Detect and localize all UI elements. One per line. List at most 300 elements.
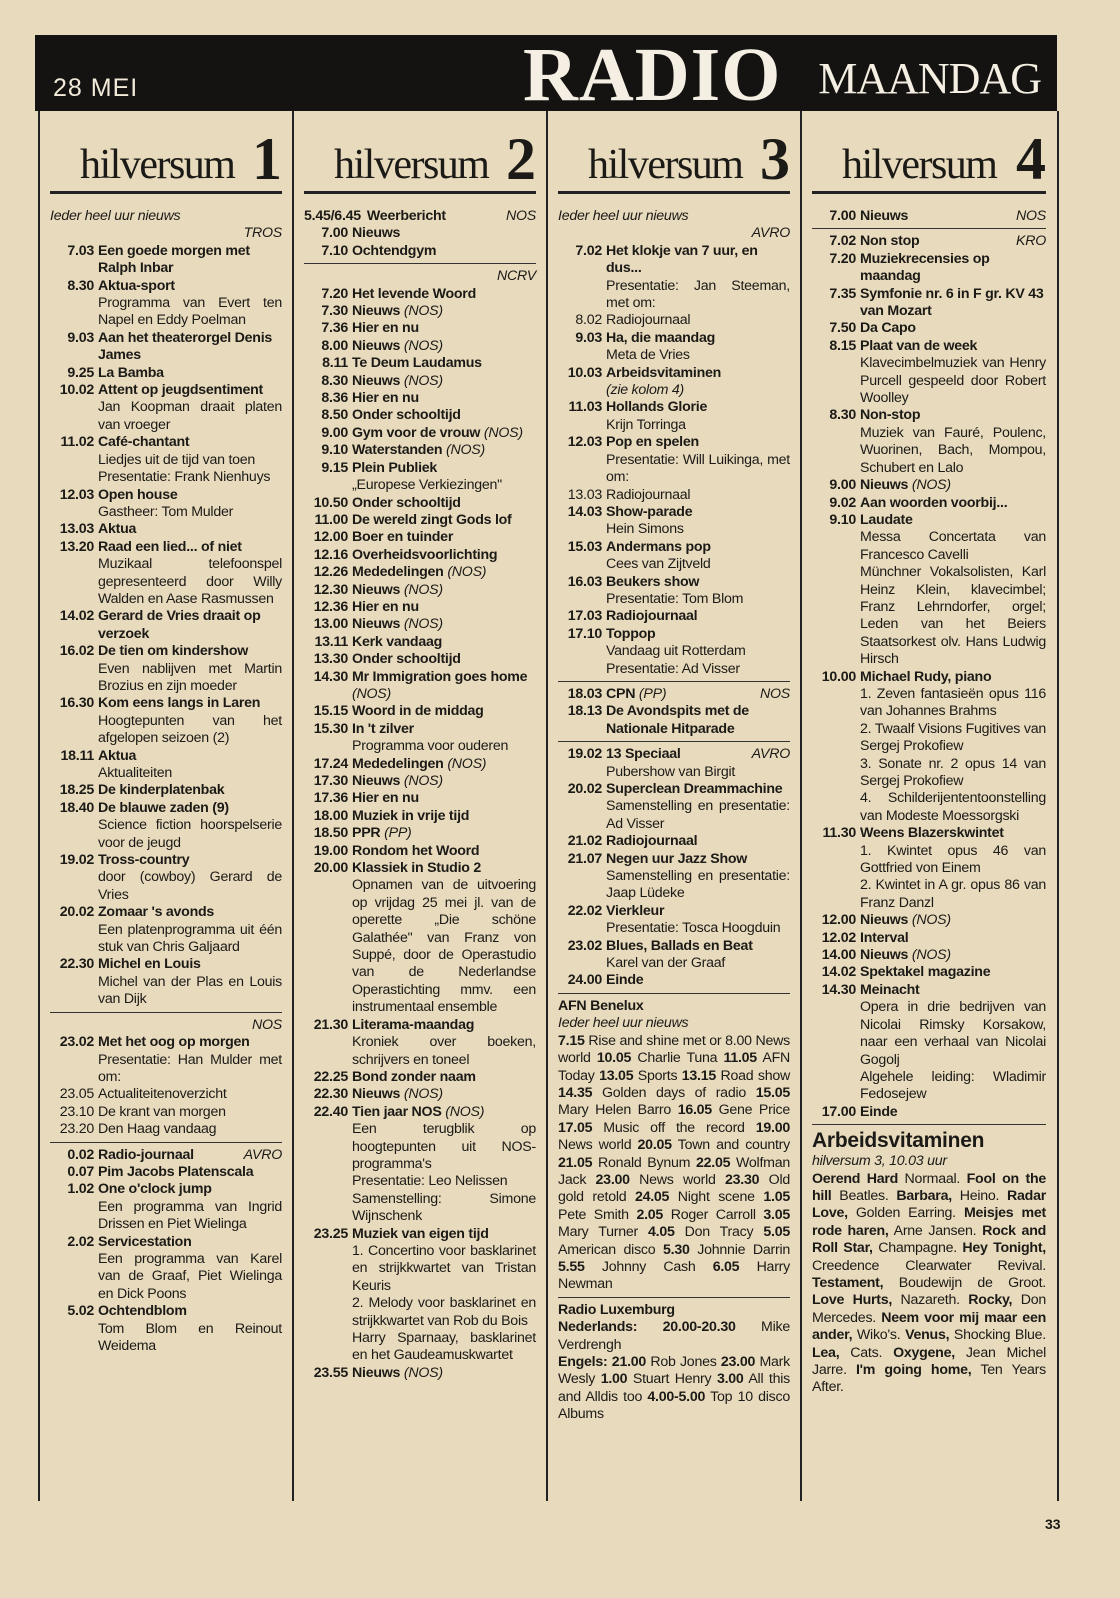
program-time: 5.45/6.45 xyxy=(304,208,361,224)
program-entry xyxy=(812,930,1046,947)
program-time: 12.16 xyxy=(313,546,348,563)
program-time: 9.10 xyxy=(829,511,856,528)
program-entry xyxy=(304,225,536,242)
program-description: 2. Melody voor basklarinet en strijkkwartet van Rob du Bois xyxy=(352,1295,536,1329)
program-entry xyxy=(50,1086,282,1103)
program-entry xyxy=(558,608,790,625)
program-entry xyxy=(304,825,536,842)
program-time: 19.00 xyxy=(313,842,348,859)
divider xyxy=(812,1124,1046,1125)
program-time: 22.30 xyxy=(59,956,94,973)
broadcaster-tag: AVRO xyxy=(751,225,790,242)
segment-bold: 19.00 xyxy=(755,1119,790,1136)
station-number: 2 xyxy=(506,126,536,192)
program-title: Open house xyxy=(98,486,178,503)
program-time: 8.02 xyxy=(575,312,602,329)
program-title: Gerard de Vries draait op verzoek xyxy=(98,608,261,642)
segment: Ronald Bynum xyxy=(592,1154,696,1171)
program-entry xyxy=(304,303,536,320)
program-title: Tross-country xyxy=(98,852,190,869)
program-title: Blues, Ballads en Beat xyxy=(606,937,753,954)
program-broadcaster: (NOS) xyxy=(447,755,487,772)
program-time: 23.05 xyxy=(59,1086,94,1103)
segment-bold: Barbara, xyxy=(896,1187,952,1204)
program-time: 2.02 xyxy=(67,1233,94,1250)
segment-bold: 3.00 xyxy=(716,1371,744,1388)
program-entry xyxy=(812,208,1046,225)
program-entry xyxy=(304,355,536,372)
segment-bold: 15.05 xyxy=(755,1084,790,1101)
program-time: 7.20 xyxy=(829,250,856,267)
program-description: 1. Concertino voor basklarinet en strijkkwartet van Tristan Keuris xyxy=(352,1242,536,1294)
program-entry xyxy=(304,599,536,616)
program-time: 21.07 xyxy=(567,850,602,867)
program-entry xyxy=(558,312,790,329)
segment: Charlie Tuna xyxy=(631,1050,724,1067)
other-station-section xyxy=(558,998,790,1294)
segment: Golden Earring. xyxy=(847,1205,964,1222)
program-broadcaster: (NOS) xyxy=(403,372,443,389)
segment: Wiko's. xyxy=(852,1327,906,1344)
program-entry xyxy=(50,695,282,747)
program-entry xyxy=(304,547,536,564)
segment: Top 10 disco Albums xyxy=(558,1388,791,1423)
program-description: Een platenprogramma uit één stuk van Chris Galjaard xyxy=(98,921,282,956)
program-time: 9.25 xyxy=(67,364,94,381)
section-heading: AFN Benelux xyxy=(558,997,644,1014)
segment: AFN Today xyxy=(558,1050,790,1084)
program-entry xyxy=(50,1303,282,1355)
segment: Mark Wesly xyxy=(558,1354,790,1388)
program-time: 13.00 xyxy=(313,616,348,633)
segment-bold: 16.05 xyxy=(677,1102,712,1119)
program-description: door (cowboy) Gerard de Vries xyxy=(98,869,282,903)
program-title: Pim Jacobs Platenscala xyxy=(98,1163,254,1180)
program-title: Pop en spelen xyxy=(606,434,699,451)
program-title: Hollands Glorie xyxy=(606,399,708,416)
segment-bold: 3.05 xyxy=(763,1206,790,1223)
program-entry xyxy=(812,495,1046,512)
program-broadcaster: (NOS) xyxy=(403,1364,443,1381)
program-entry xyxy=(50,243,282,278)
station-columns xyxy=(38,111,1059,1501)
program-entry xyxy=(812,512,1046,669)
program-description: Presentatie: Ad Visser xyxy=(606,660,740,677)
program-description: 2. Kwintet in A gr. opus 86 van Franz Danzl xyxy=(860,877,1046,911)
segment-bold: Oxygene, xyxy=(893,1344,955,1361)
program-time: 8.00 xyxy=(321,337,348,354)
program-list xyxy=(304,208,536,1382)
program-time: 7.02 xyxy=(575,242,602,259)
program-entry xyxy=(812,286,1046,321)
segment-bold: Meisjes met rode haren, xyxy=(812,1205,1046,1239)
segment-bold: Rocky, xyxy=(968,1292,1013,1309)
day-label: MAANDAG xyxy=(818,54,1041,103)
program-time: 14.02 xyxy=(821,964,856,981)
program-title: Mededelingen xyxy=(352,755,444,772)
divider xyxy=(558,741,790,742)
program-time: 9.00 xyxy=(829,477,856,494)
program-entry xyxy=(812,947,1046,964)
program-entry xyxy=(558,434,790,486)
broadcaster-tag: NOS xyxy=(760,685,790,702)
program-time: 13.03 xyxy=(567,486,602,503)
segment: Night scene xyxy=(669,1189,764,1206)
program-title: De krant van morgen xyxy=(98,1103,226,1120)
segment: Rise and shine met or xyxy=(584,1032,726,1049)
program-title: Café-chantant xyxy=(98,434,190,451)
program-entry xyxy=(50,1034,282,1086)
program-title: Michel en Louis xyxy=(98,956,201,973)
program-entry xyxy=(304,243,536,260)
program-description: Tom Blom en Reinout Weidema xyxy=(98,1320,282,1354)
program-time: 16.03 xyxy=(567,573,602,590)
program-time: 0.07 xyxy=(67,1163,94,1180)
program-entry xyxy=(304,843,536,860)
program-description: Opnamen van de uitvoering op vrijdag 25 mei jl. van de operette „Die schöne Galathée" van Franz von Suppé, door de Operastudio van de Nederlandse Operastichting mmv. een instrumentaal ensemble xyxy=(352,877,536,1016)
program-time: 9.03 xyxy=(67,329,94,346)
segment: Gene Price xyxy=(711,1102,790,1119)
program-title: Nieuws xyxy=(352,372,401,389)
program-entry xyxy=(304,1017,536,1069)
program-title: One o'clock jump xyxy=(98,1181,212,1198)
program-title: Kom eens langs in Laren xyxy=(98,695,261,712)
program-time: 12.36 xyxy=(313,598,348,615)
segment: Arne Jansen. xyxy=(888,1222,983,1239)
program-entry xyxy=(50,1164,282,1181)
segment-bold: 14.35 xyxy=(558,1084,593,1101)
program-title: Woord in de middag xyxy=(352,703,484,720)
segment: All this and Alldis too xyxy=(558,1371,790,1405)
program-time: 9.15 xyxy=(321,459,348,476)
segment-bold: Engels: 21.00 xyxy=(558,1354,647,1370)
program-title: CPN xyxy=(606,685,636,702)
program-time: 12.02 xyxy=(821,929,856,946)
program-title: Aktua-sport xyxy=(98,277,175,294)
program-title: Mededelingen xyxy=(352,564,444,581)
program-entry xyxy=(50,278,282,330)
program-title: De tien om kindershow xyxy=(98,643,249,660)
program-title: Radio-journaal xyxy=(98,1146,194,1163)
program-title: Nieuws xyxy=(352,581,401,598)
program-title: Symfonie nr. 6 in F gr. KV 43 van Mozart xyxy=(860,285,1044,320)
section-text xyxy=(812,1171,1046,1397)
program-title: Raad een lied... of niet xyxy=(98,538,242,555)
program-entry xyxy=(558,703,790,738)
program-broadcaster: (NOS) xyxy=(403,337,443,354)
program-title: Meinacht xyxy=(860,981,920,998)
program-entry xyxy=(304,320,536,337)
program-time: 13.20 xyxy=(59,538,94,555)
program-title: Arbeidsvitaminen xyxy=(606,364,722,381)
segment: 8.00 xyxy=(725,1032,752,1049)
program-title: Gym voor de vrouw xyxy=(352,424,481,441)
program-description: Even nablijven met Martin Brozius en zijn moeder xyxy=(98,660,282,694)
station-column-4 xyxy=(802,111,1056,1501)
station-column-2 xyxy=(294,111,548,1501)
segment: Shocking Blue. xyxy=(949,1327,1046,1344)
program-time: 8.30 xyxy=(321,372,348,389)
program-title: Nieuws xyxy=(860,477,909,494)
program-broadcaster: (NOS) xyxy=(403,303,443,320)
program-time: 15.03 xyxy=(567,538,602,555)
segment-bold: 5.55 xyxy=(558,1258,585,1275)
divider xyxy=(558,993,790,994)
program-description: Samenstelling: Simone Wijnschenk xyxy=(352,1190,536,1225)
program-time: 8.11 xyxy=(322,355,348,372)
program-time: 9.03 xyxy=(575,329,602,346)
program-description: Samenstelling en presentatie: Jaap Lüdeke xyxy=(606,868,790,902)
program-time: 8.50 xyxy=(321,407,348,424)
program-title: Da Capo xyxy=(860,320,916,337)
segment: Champagne. xyxy=(872,1240,963,1257)
page-number: 33 xyxy=(1045,1516,1061,1532)
program-list xyxy=(50,208,282,1355)
segment-bold: Rock and Roll Star, xyxy=(812,1222,1047,1257)
program-time: 17.00 xyxy=(821,1103,856,1120)
segment-bold: 13.05 xyxy=(599,1067,634,1084)
program-entry xyxy=(304,390,536,407)
segment-bold: 5.05 xyxy=(763,1224,790,1241)
segment-bold: Neem voor mij maar een ander, xyxy=(812,1309,1047,1344)
program-time: 22.02 xyxy=(567,902,602,919)
program-entry xyxy=(812,1104,1046,1121)
program-entry xyxy=(304,616,536,633)
program-title: De wereld zingt Gods lof xyxy=(352,511,512,528)
program-title: Boer en tuinder xyxy=(352,529,454,546)
program-entry xyxy=(558,330,790,365)
program-time: 19.02 xyxy=(567,746,602,763)
program-entry xyxy=(812,320,1046,337)
program-time: 16.02 xyxy=(59,643,94,660)
program-time: 7.00 xyxy=(321,225,348,242)
program-entry xyxy=(304,790,536,807)
program-title: Toppop xyxy=(606,625,656,642)
program-description: Een programma van Ingrid Drissen en Piet Wielinga xyxy=(98,1198,282,1233)
program-title: Hier en nu xyxy=(352,790,419,807)
program-description: Presentatie: Han Mulder met om: xyxy=(98,1051,282,1085)
program-description: Samenstelling en presentatie: Ad Visser xyxy=(606,798,790,832)
divider xyxy=(304,263,536,264)
program-entry xyxy=(558,686,790,703)
program-time: 21.30 xyxy=(313,1016,348,1033)
segment-bold: 17.05 xyxy=(558,1119,593,1136)
program-time: 18.00 xyxy=(313,807,348,824)
program-description: Science fiction hoorspelserie voor de jeugd xyxy=(98,817,282,851)
station-name: hilversum xyxy=(588,142,743,188)
broadcaster-tag: AVRO xyxy=(751,746,790,763)
program-title: Michael Rudy, piano xyxy=(860,668,992,685)
program-title: Nieuws xyxy=(860,912,909,929)
program-entry xyxy=(812,669,1046,826)
program-entry xyxy=(558,938,790,973)
program-description: Hoogtepunten van het afgelopen seizoen (2) xyxy=(98,712,282,747)
program-description: Messa Concertata van Francesco Cavelli xyxy=(860,529,1046,563)
program-entry xyxy=(304,1086,536,1103)
program-time: 7.30 xyxy=(321,303,348,320)
program-description: Liedjes uit de tijd van toen xyxy=(98,451,256,468)
station-number: 1 xyxy=(252,126,282,192)
segment: Music off the record xyxy=(592,1119,756,1136)
program-title: Het levende Woord xyxy=(352,285,476,302)
segment-bold: 11.05 xyxy=(723,1050,757,1067)
program-title: Nieuws xyxy=(860,208,909,224)
program-time: 19.02 xyxy=(59,852,94,869)
program-entry xyxy=(304,1365,536,1382)
broadcaster-tag: AVRO xyxy=(243,1146,282,1163)
program-time: 18.03 xyxy=(567,685,602,702)
program-entry xyxy=(50,956,282,1008)
program-entry xyxy=(50,852,282,904)
program-time: 24.00 xyxy=(567,972,602,989)
news-note: Ieder heel uur nieuws xyxy=(50,208,181,224)
program-title: In 't zilver xyxy=(352,720,414,737)
program-title: Nieuws xyxy=(352,773,401,789)
program-entry xyxy=(304,634,536,651)
segment-bold: 22.05 xyxy=(695,1154,731,1171)
segment: Old gold retold xyxy=(558,1171,790,1206)
program-time: 23.02 xyxy=(567,937,602,954)
news-note: Ieder heel uur nieuws xyxy=(558,208,689,224)
station-number: 4 xyxy=(1016,126,1046,192)
program-time: 15.30 xyxy=(313,720,348,737)
program-title: Het klokje van 7 uur, en dus... xyxy=(606,242,758,277)
program-title: Non-stop xyxy=(860,407,921,424)
program-time: 10.03 xyxy=(567,364,602,381)
program-description: Gastheer: Tom Mulder xyxy=(98,503,234,520)
program-time: 13.03 xyxy=(59,521,94,538)
program-entry xyxy=(558,626,790,678)
program-time: 18.11 xyxy=(60,747,94,764)
segment-bold: Lea, xyxy=(812,1344,840,1361)
program-time: 23.55 xyxy=(313,1364,348,1381)
program-broadcaster: (PP) xyxy=(384,825,412,842)
program-entry xyxy=(304,512,536,529)
segment-bold: 21.05 xyxy=(558,1154,593,1171)
program-broadcaster: (NOS) xyxy=(403,1086,443,1103)
segment: News world xyxy=(558,1137,638,1154)
program-description: 3. Sonate nr. 2 opus 14 van Sergej Prokofiew xyxy=(860,755,1046,789)
program-entry xyxy=(558,365,790,400)
segment: Mary Helen Barro xyxy=(558,1102,678,1119)
program-title: Tien jaar NOS xyxy=(352,1103,442,1120)
program-entry xyxy=(304,808,536,825)
program-time: 8.36 xyxy=(321,390,348,407)
program-description: Münchner Vokalsolisten, Karl Heinz Klein, klavecimbel; Franz Lehrndorfer, orgel; Leden van het Beiers Staatsorkest olv. Hans Ludwig Hirsch xyxy=(860,564,1046,668)
program-time: 11.03 xyxy=(568,399,602,416)
program-entry xyxy=(558,243,790,313)
program-time: 7.36 xyxy=(321,320,348,337)
segment: Harry Newman xyxy=(558,1258,790,1293)
program-time: 12.03 xyxy=(567,434,602,451)
program-time: 14.30 xyxy=(821,981,856,998)
program-entry xyxy=(50,1147,282,1164)
program-time: 14.03 xyxy=(567,503,602,520)
segment-bold: Love Hurts, xyxy=(812,1292,893,1309)
program-entry xyxy=(558,972,790,989)
program-title: Hier en nu xyxy=(352,598,419,615)
program-title: Spektakel magazine xyxy=(860,964,991,981)
program-entry xyxy=(50,1234,282,1304)
column-heading xyxy=(304,125,536,194)
segment: News world xyxy=(629,1171,726,1188)
segment: Mike Verdrengh xyxy=(558,1319,790,1353)
segment: Normaal. xyxy=(898,1170,967,1187)
segment-bold: 2.05 xyxy=(636,1206,664,1223)
program-title: Nieuws xyxy=(352,303,401,320)
program-time: 0.02 xyxy=(67,1146,94,1163)
program-title: Hier en nu xyxy=(352,320,419,337)
program-title: La Bamba xyxy=(98,364,164,381)
segment-bold: Nederlands: 20.00-20.30 xyxy=(558,1319,736,1336)
program-entry xyxy=(812,407,1046,477)
program-time: 11.00 xyxy=(314,511,348,528)
program-description: Programma van Evert ten Napel en Eddy Poelman xyxy=(98,295,282,329)
program-description: Muziek van Fauré, Poulenc, Wuorinen, Bach, Mompou, Schubert en Lalo xyxy=(860,424,1046,476)
program-entry xyxy=(558,504,790,539)
segment-bold: 1.05 xyxy=(763,1189,790,1206)
program-title: Met het oog op morgen xyxy=(98,1034,250,1051)
segment: Mary Turner xyxy=(558,1224,649,1241)
program-time: 22.40 xyxy=(313,1103,348,1120)
program-description: Aktualiteiten xyxy=(98,765,173,781)
segment: Sports xyxy=(633,1067,682,1084)
program-entry xyxy=(50,904,282,956)
program-note: (zie kolom 4) xyxy=(606,382,684,399)
program-title: Rondom het Woord xyxy=(352,842,480,859)
program-broadcaster: (NOS) xyxy=(403,773,443,789)
page-header xyxy=(35,33,1057,117)
program-broadcaster: (NOS) xyxy=(911,477,951,494)
program-time: 11.02 xyxy=(60,434,94,451)
section-text xyxy=(558,1319,790,1423)
section-title: RADIO xyxy=(523,33,782,117)
program-broadcaster: (NOS) xyxy=(446,442,485,459)
program-time: 18.25 xyxy=(59,782,94,799)
program-title: Aktua xyxy=(98,521,137,538)
segment: American disco xyxy=(558,1241,664,1258)
segment-bold: Hey Tonight, xyxy=(962,1240,1046,1257)
program-title: Non stop xyxy=(860,233,920,250)
program-description: 2. Twaalf Visions Fugitives van Sergej Prokofiew xyxy=(860,720,1046,755)
program-description: Een terugblik op hoogtepunten uit NOS-programma's xyxy=(352,1121,536,1172)
broadcaster-tag: NOS xyxy=(252,1016,282,1033)
program-entry xyxy=(304,529,536,546)
segment: Johnny Cash xyxy=(584,1258,713,1275)
other-station-section xyxy=(558,1302,790,1424)
program-title: Klassiek in Studio 2 xyxy=(352,860,482,877)
column-heading xyxy=(558,125,790,194)
program-title: Overheidsvoorlichting xyxy=(352,546,498,563)
program-title: Laudate xyxy=(860,511,913,528)
program-title: Een goede morgen met Ralph Inbar xyxy=(98,242,250,277)
program-description: 1. Zeven fantasieën opus 116 van Johannes Brahms xyxy=(860,685,1046,720)
segment: News world xyxy=(558,1032,790,1067)
program-entry xyxy=(558,746,790,781)
program-time: 12.03 xyxy=(59,486,94,503)
column-heading xyxy=(50,125,282,194)
program-time: 20.02 xyxy=(59,904,94,921)
program-time: 7.20 xyxy=(321,285,348,302)
program-time: 20.00 xyxy=(313,860,348,877)
segment: Stuart Henry xyxy=(627,1371,717,1388)
segment-bold: Venus, xyxy=(905,1327,950,1344)
program-time: 5.02 xyxy=(67,1303,94,1320)
section-note: Ieder heel uur nieuws xyxy=(558,1015,689,1032)
program-description: Presentatie: Frank Nienhuys xyxy=(98,469,271,486)
program-time: 7.03 xyxy=(67,242,94,259)
program-title: Plein Publiek xyxy=(352,459,438,476)
